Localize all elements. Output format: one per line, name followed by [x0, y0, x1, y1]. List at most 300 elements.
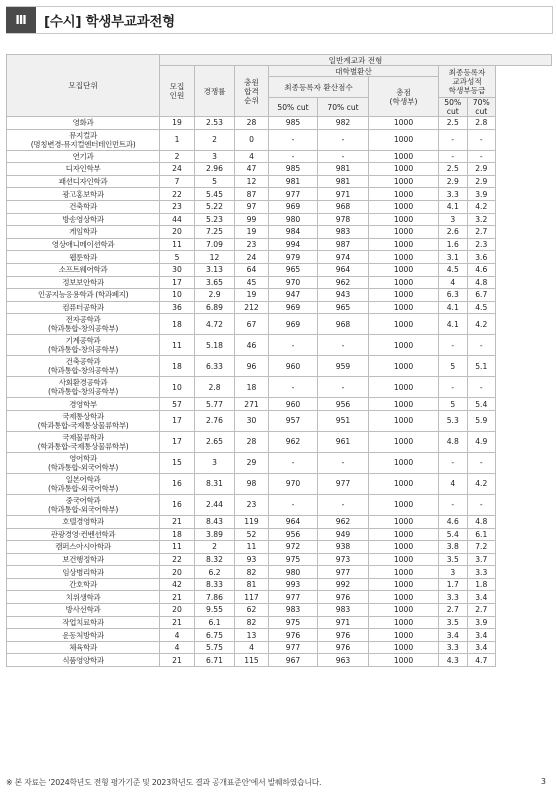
grade-cut50-cell: 1.7 [439, 579, 468, 591]
quota-cell: 44 [160, 213, 195, 226]
department-cell: 정보보안학과 [7, 276, 160, 289]
grade-cut70-cell: 5.4 [475, 399, 488, 409]
grade-cut70-cell: 3.6 [475, 252, 488, 262]
total-score-cell: 1000 [369, 654, 439, 667]
grade-cut50-cell: 2.5 [439, 163, 468, 175]
quota-cell: 30 [160, 263, 195, 276]
score-cut50-cell: 980 [269, 566, 318, 579]
department-cell: 일본어학과 (학과통합-외국어학부) [7, 473, 160, 494]
grade-cut70-cell: 4.7 [475, 655, 488, 665]
grade-cut70-cell: 4.5 [475, 303, 488, 313]
score-cut50-cell: 977 [269, 188, 318, 201]
waitlist-rank-cell: 115 [235, 654, 269, 667]
total-score-cell: 1000 [369, 175, 439, 188]
grade-cut50-cell: 3.3 [439, 642, 468, 654]
competition-rate-cell: 2 [195, 129, 235, 150]
competition-rate-cell: 3.89 [195, 528, 235, 541]
quota-cell: 20 [160, 226, 195, 239]
waitlist-rank-cell: 99 [235, 213, 269, 226]
grade-cuts-cell [439, 301, 496, 314]
total-score-cell: 1000 [369, 163, 439, 176]
total-score-cell: 1000 [369, 604, 439, 617]
grade-cut50-cell: 2.5 [439, 117, 468, 129]
competition-rate-cell: 6.2 [195, 566, 235, 579]
competition-rate-cell: 8.43 [195, 515, 235, 528]
competition-rate-cell: 5.77 [195, 398, 235, 411]
grade-cut70-cell: 7.2 [475, 542, 488, 552]
grade-cuts-cell [439, 452, 496, 473]
competition-rate-cell: 5.23 [195, 213, 235, 226]
score-cut50-cell: 969 [269, 314, 318, 335]
score-cut70-cell: 971 [318, 188, 369, 201]
department-cell: 기계공학과 (학과통합-창의공학부) [7, 335, 160, 356]
competition-rate-cell: 3.65 [195, 276, 235, 289]
grade-cut50-cell: 4 [439, 277, 468, 289]
competition-rate-cell: 6.71 [195, 654, 235, 667]
competition-rate-cell: 5.18 [195, 335, 235, 356]
grade-cuts-cell [439, 515, 496, 528]
waitlist-rank-cell: 29 [235, 452, 269, 473]
quota-cell: 5 [160, 251, 195, 264]
page-number: 3 [540, 777, 546, 786]
score-cut50-cell: 975 [269, 616, 318, 629]
grade-cut50-cell: 3.5 [439, 617, 468, 629]
grade-cuts-cell [439, 591, 496, 604]
grade-cut50-cell: - [439, 377, 468, 397]
department-cell: 보건행정학과 [7, 553, 160, 566]
score-cut50-cell: 970 [269, 276, 318, 289]
competition-rate-cell: 6.33 [195, 356, 235, 377]
quota-cell: 11 [160, 541, 195, 554]
waitlist-rank-cell: 82 [235, 616, 269, 629]
department-cell: 영어학과 (학과통합-외국어학부) [7, 452, 160, 473]
score-cut50-cell: 972 [269, 541, 318, 554]
grade-cut70-cell: - [479, 500, 483, 510]
table-row [7, 431, 552, 452]
table-row [7, 335, 552, 356]
total-score-cell: 1000 [369, 494, 439, 515]
grade-cut70-cell: - [479, 458, 483, 468]
total-score-cell: 1000 [369, 591, 439, 604]
waitlist-rank-cell: 23 [235, 494, 269, 515]
grade-cuts-cell [439, 641, 496, 654]
score-cut70-cell: - [318, 335, 369, 356]
grade-cut70-cell: - [479, 135, 483, 145]
grade-cut50-cell: 4.1 [439, 201, 468, 213]
grade-cut50-cell: 3.5 [439, 554, 468, 566]
grade-cut70-cell: 2.9 [475, 177, 488, 187]
table-row [7, 641, 552, 654]
waitlist-rank-cell: 117 [235, 591, 269, 604]
total-score-cell: 1000 [369, 117, 439, 130]
total-score-cell: 1000 [369, 276, 439, 289]
competition-rate-cell: 3.13 [195, 263, 235, 276]
grade-cut50-cell: 3.4 [439, 629, 468, 641]
waitlist-rank-cell: 67 [235, 314, 269, 335]
grade-cuts-cell [439, 163, 496, 176]
grade-cuts-cell [439, 377, 496, 398]
table-row [7, 410, 552, 431]
quota-cell: 17 [160, 431, 195, 452]
quota-cell: 36 [160, 301, 195, 314]
table-row [7, 238, 552, 251]
table-row [7, 175, 552, 188]
department-cell: 소프트웨어학과 [7, 263, 160, 276]
score-cut50-cell: 983 [269, 604, 318, 617]
score-cut50-cell: - [269, 335, 318, 356]
score-cut70-cell: 976 [318, 591, 369, 604]
total-score-cell: 1000 [369, 263, 439, 276]
waitlist-rank-cell: 23 [235, 238, 269, 251]
score-cut50-cell: 969 [269, 200, 318, 213]
waitlist-rank-cell: 24 [235, 251, 269, 264]
grade-cuts-cell [439, 129, 496, 150]
grade-cut50-cell: 3 [439, 566, 468, 578]
total-score-cell: 1000 [369, 410, 439, 431]
competition-rate-cell: 5 [195, 175, 235, 188]
score-cut50-cell: - [269, 150, 318, 163]
table-row [7, 377, 552, 398]
header-group: 일반계교과 전형 [160, 55, 552, 66]
grade-cuts-cell [439, 314, 496, 335]
score-cut50-cell: 956 [269, 528, 318, 541]
grade-cut50-cell: - [439, 453, 468, 473]
score-cut50-cell: 964 [269, 515, 318, 528]
grade-cuts-cell [439, 251, 496, 264]
quota-cell: 57 [160, 398, 195, 411]
waitlist-rank-cell: 271 [235, 398, 269, 411]
waitlist-rank-cell: 30 [235, 410, 269, 431]
waitlist-rank-cell: 46 [235, 335, 269, 356]
score-cut70-cell: 965 [318, 301, 369, 314]
grade-cut50-cell: 4.8 [439, 432, 468, 452]
table-row [7, 200, 552, 213]
grade-cut70-cell: 3.7 [475, 554, 488, 564]
score-cut70-cell: 962 [318, 276, 369, 289]
competition-rate-cell: 7.09 [195, 238, 235, 251]
grade-cuts-cell [439, 276, 496, 289]
waitlist-rank-cell: 19 [235, 289, 269, 302]
score-cut50-cell: 981 [269, 175, 318, 188]
total-score-cell: 1000 [369, 335, 439, 356]
department-cell: 영상애니메이션학과 [7, 238, 160, 251]
competition-rate-cell: 6.75 [195, 629, 235, 642]
grade-cut50-cell: 2.6 [439, 226, 468, 238]
table-row [7, 473, 552, 494]
score-cut70-cell: 976 [318, 641, 369, 654]
waitlist-rank-cell: 97 [235, 200, 269, 213]
waitlist-rank-cell: 19 [235, 226, 269, 239]
header-rate: 경쟁률 [195, 66, 235, 117]
department-cell: 뮤지컬과 (명칭변경-뮤지컬엔터테인먼트과) [7, 129, 160, 150]
grade-cuts-cell [439, 200, 496, 213]
grade-cut70-cell: 6.1 [475, 529, 488, 539]
competition-rate-cell: 9.55 [195, 604, 235, 617]
header-waitlist: 충원 합격 순위 [235, 66, 269, 117]
department-cell: 국제물류학과 (학과통합-국제통상물류학부) [7, 431, 160, 452]
table-row [7, 251, 552, 264]
grade-cuts-cell [439, 541, 496, 554]
quota-cell: 2 [160, 150, 195, 163]
grade-cut50-cell: 4 [439, 474, 468, 494]
score-cut70-cell: 968 [318, 200, 369, 213]
admission-results-table [6, 54, 552, 667]
competition-rate-cell: 2 [195, 541, 235, 554]
grade-cuts-cell [439, 629, 496, 642]
grade-cut70-cell: 4.9 [475, 437, 488, 447]
score-cut50-cell: 980 [269, 213, 318, 226]
grade-cut70-cell: 2.3 [475, 240, 488, 250]
total-score-cell: 1000 [369, 356, 439, 377]
score-cut50-cell: 985 [269, 163, 318, 176]
score-cut70-cell: - [318, 377, 369, 398]
department-cell: 건축공학과 (학과통합-창의공학부) [7, 356, 160, 377]
header-dept: 모집단위 [7, 55, 160, 117]
table-row [7, 515, 552, 528]
quota-cell: 21 [160, 654, 195, 667]
grade-cuts-cell [439, 226, 496, 239]
competition-rate-cell: 2.76 [195, 410, 235, 431]
waitlist-rank-cell: 82 [235, 566, 269, 579]
total-score-cell: 1000 [369, 566, 439, 579]
table-row [7, 276, 552, 289]
score-cut70-cell: 987 [318, 238, 369, 251]
department-cell: 중국어학과 (학과통합-외국어학부) [7, 494, 160, 515]
score-cut50-cell: - [269, 377, 318, 398]
total-score-cell: 1000 [369, 251, 439, 264]
table-row [7, 494, 552, 515]
waitlist-rank-cell: 119 [235, 515, 269, 528]
grade-cut70-cell: 3.4 [475, 643, 488, 653]
score-cut70-cell: 943 [318, 289, 369, 302]
total-score-cell: 1000 [369, 301, 439, 314]
competition-rate-cell: 3 [195, 150, 235, 163]
grade-cut70-cell: 3.9 [475, 617, 488, 627]
score-cut70-cell: 961 [318, 431, 369, 452]
score-cut70-cell: 983 [318, 604, 369, 617]
quota-cell: 10 [160, 377, 195, 398]
table-row [7, 452, 552, 473]
grade-cut70-cell: 3.4 [475, 592, 488, 602]
total-score-cell: 1000 [369, 553, 439, 566]
total-score-cell: 1000 [369, 515, 439, 528]
score-cut50-cell: - [269, 452, 318, 473]
quota-cell: 18 [160, 314, 195, 335]
department-cell: 인공지능응용학과 (학과폐지) [7, 289, 160, 302]
quota-cell: 20 [160, 604, 195, 617]
competition-rate-cell: 5.75 [195, 641, 235, 654]
total-score-cell: 1000 [369, 200, 439, 213]
grade-cut50-cell: 4.3 [439, 654, 468, 666]
total-score-cell: 1000 [369, 398, 439, 411]
department-cell: 방사선학과 [7, 604, 160, 617]
total-score-cell: 1000 [369, 541, 439, 554]
table-row [7, 356, 552, 377]
quota-cell: 20 [160, 566, 195, 579]
total-score-cell: 1000 [369, 238, 439, 251]
grade-cut70-cell: 4.2 [475, 202, 488, 212]
department-cell: 캠퍼스아시아학과 [7, 541, 160, 554]
grade-cut50-cell: 3.8 [439, 541, 468, 553]
waitlist-rank-cell: 12 [235, 175, 269, 188]
score-cut50-cell: 976 [269, 629, 318, 642]
quota-cell: 15 [160, 452, 195, 473]
grade-cuts-cell [439, 263, 496, 276]
grade-cut70-cell: - [479, 340, 483, 350]
score-cut50-cell: 960 [269, 356, 318, 377]
grade-cuts-cell [439, 150, 496, 163]
table-row [7, 604, 552, 617]
total-score-cell: 1000 [369, 629, 439, 642]
department-cell: 호텔경영학과 [7, 515, 160, 528]
waitlist-rank-cell: 45 [235, 276, 269, 289]
quota-cell: 18 [160, 356, 195, 377]
department-cell: 연기과 [7, 150, 160, 163]
quota-cell: 21 [160, 591, 195, 604]
score-cut50-cell: 977 [269, 641, 318, 654]
table-row [7, 553, 552, 566]
grade-cut70-cell: 4.8 [475, 517, 488, 527]
total-score-cell: 1000 [369, 213, 439, 226]
competition-rate-cell: 8.33 [195, 578, 235, 591]
waitlist-rank-cell: 13 [235, 629, 269, 642]
waitlist-rank-cell: 4 [235, 641, 269, 654]
score-cut50-cell: 960 [269, 398, 318, 411]
competition-rate-cell: 2.44 [195, 494, 235, 515]
waitlist-rank-cell: 98 [235, 473, 269, 494]
department-cell: 컴퓨터공학과 [7, 301, 160, 314]
waitlist-rank-cell: 93 [235, 553, 269, 566]
total-score-cell: 1000 [369, 129, 439, 150]
grade-cut50-cell: - [439, 130, 468, 150]
competition-rate-cell: 2.53 [195, 117, 235, 130]
grade-cuts-cell [439, 410, 496, 431]
competition-rate-cell: 2.9 [195, 289, 235, 302]
waitlist-rank-cell: 28 [235, 431, 269, 452]
quota-cell: 17 [160, 276, 195, 289]
score-cut50-cell: - [269, 494, 318, 515]
grade-cut70-cell: 3.3 [475, 567, 488, 577]
header-converted: 대학별환산 [269, 66, 439, 77]
grade-cut50-cell: 4.1 [439, 302, 468, 314]
table-row [7, 301, 552, 314]
competition-rate-cell: 6.1 [195, 616, 235, 629]
grade-cut50-cell: 4.1 [439, 314, 468, 334]
score-cut70-cell: 962 [318, 515, 369, 528]
score-cut50-cell: 979 [269, 251, 318, 264]
score-cut50-cell: 975 [269, 553, 318, 566]
quota-cell: 7 [160, 175, 195, 188]
quota-cell: 16 [160, 494, 195, 515]
score-cut70-cell: 982 [318, 117, 369, 130]
total-score-cell: 1000 [369, 188, 439, 201]
competition-rate-cell: 5.22 [195, 200, 235, 213]
score-cut50-cell: 984 [269, 226, 318, 239]
grade-cuts-cell [439, 431, 496, 452]
score-cut50-cell: 970 [269, 473, 318, 494]
grade-cut70-cell: 3.4 [475, 630, 488, 640]
table-row [7, 117, 552, 130]
grade-cuts-cell [439, 238, 496, 251]
score-cut50-cell: 969 [269, 301, 318, 314]
table-row [7, 129, 552, 150]
grade-cuts-cell [439, 335, 496, 356]
grade-cut50-cell: 2.7 [439, 604, 468, 616]
waitlist-rank-cell: 64 [235, 263, 269, 276]
table-row [7, 654, 552, 667]
total-score-cell: 1000 [369, 578, 439, 591]
header-quota: 모집 인원 [160, 66, 195, 117]
total-score-cell: 1000 [369, 314, 439, 335]
competition-rate-cell: 8.32 [195, 553, 235, 566]
grade-cut50-cell: 4.6 [439, 516, 468, 528]
waitlist-rank-cell: 18 [235, 377, 269, 398]
total-score-cell: 1000 [369, 377, 439, 398]
department-cell: 광고홍보학과 [7, 188, 160, 201]
waitlist-rank-cell: 28 [235, 117, 269, 130]
table-row [7, 150, 552, 163]
score-cut70-cell: 976 [318, 629, 369, 642]
score-cut70-cell: - [318, 129, 369, 150]
score-cut70-cell: - [318, 494, 369, 515]
grade-cut50-cell: 6.3 [439, 289, 468, 301]
competition-rate-cell: 4.72 [195, 314, 235, 335]
grade-cuts-cell [439, 473, 496, 494]
grade-cuts-cell [439, 578, 496, 591]
quota-cell: 16 [160, 473, 195, 494]
header-score-cut70: 70% cut [318, 98, 369, 117]
department-cell: 사회환경공학과 (학과통합-창의공학부) [7, 377, 160, 398]
grade-cut70-cell: - [479, 151, 483, 161]
department-cell: 간호학과 [7, 578, 160, 591]
total-score-cell: 1000 [369, 473, 439, 494]
table-row [7, 226, 552, 239]
competition-rate-cell: 7.86 [195, 591, 235, 604]
score-cut50-cell: 957 [269, 410, 318, 431]
waitlist-rank-cell: 11 [235, 541, 269, 554]
grade-cut50-cell: 3.1 [439, 251, 468, 263]
grade-cut50-cell: 4.5 [439, 264, 468, 276]
grade-cut70-cell: 2.9 [475, 164, 488, 174]
quota-cell: 22 [160, 188, 195, 201]
table-row [7, 163, 552, 176]
grade-cut50-cell: 1.6 [439, 239, 468, 251]
department-cell: 관광경영·컨벤션학과 [7, 528, 160, 541]
grade-cuts-cell [439, 289, 496, 302]
grade-cut70-cell: 2.7 [475, 227, 488, 237]
quota-cell: 22 [160, 553, 195, 566]
score-cut70-cell: 978 [318, 213, 369, 226]
grade-cut50-cell: 5 [439, 356, 468, 376]
grade-cuts-cell [439, 553, 496, 566]
score-cut50-cell: 993 [269, 578, 318, 591]
grade-cuts-cell [439, 616, 496, 629]
quota-cell: 42 [160, 578, 195, 591]
waitlist-rank-cell: 81 [235, 578, 269, 591]
quota-cell: 23 [160, 200, 195, 213]
department-cell: 건축학과 [7, 200, 160, 213]
grade-cut50-cell: 5.4 [439, 529, 468, 541]
waitlist-rank-cell: 52 [235, 528, 269, 541]
quota-cell: 21 [160, 616, 195, 629]
grade-cuts-cell [439, 654, 496, 667]
grade-cut70-cell: 4.6 [475, 265, 488, 275]
quota-cell: 24 [160, 163, 195, 176]
grade-cut70-cell: 5.1 [475, 361, 488, 371]
score-cut70-cell: 956 [318, 398, 369, 411]
header-grade-cut70: 70% cut [472, 98, 490, 116]
total-score-cell: 1000 [369, 289, 439, 302]
